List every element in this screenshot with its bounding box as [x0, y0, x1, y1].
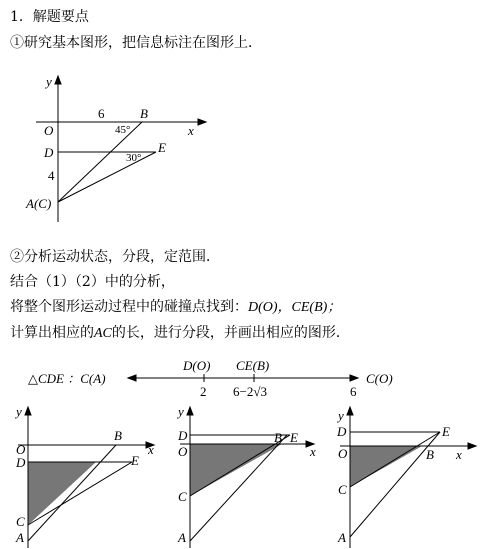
heading: 1．解题要点 [10, 9, 89, 25]
label-y: y [338, 408, 344, 423]
label-D: D [337, 424, 347, 439]
x-arrow [198, 119, 206, 125]
step2-line3-prefix: 将整个图形运动过程中的碰撞点找到： [10, 299, 248, 315]
figure-basic [20, 72, 210, 222]
numberline-right-arrow [350, 375, 358, 381]
step2-line4-math: AC [94, 326, 112, 341]
label-CEB: CE(B) [236, 358, 270, 373]
end-label: C(O) [366, 371, 393, 386]
tick-6-label: 6 [350, 384, 357, 399]
label-C: C [178, 489, 187, 504]
shaded-region [190, 444, 282, 496]
label-x: x [148, 442, 154, 457]
label-O: O [338, 446, 348, 461]
label-B: B [274, 430, 282, 445]
y-arrow [25, 407, 31, 415]
step1-text: ①研究基本图形，把信息标注在图形上． [10, 35, 262, 51]
tick-mid-label: 6−2√3 [233, 384, 267, 399]
label-y: y [16, 404, 22, 419]
x-arrow [468, 443, 476, 449]
label-O: O [44, 123, 54, 138]
label-x: x [310, 444, 316, 459]
label-C: C [338, 482, 347, 497]
y-arrow [187, 407, 193, 415]
label-A: A [16, 530, 24, 545]
label-B: B [426, 447, 434, 462]
label-E: E [442, 424, 450, 439]
label-O: O [16, 442, 26, 457]
numberline-left-arrow [128, 375, 136, 381]
label-y: y [178, 404, 184, 419]
label-O: O [178, 444, 188, 459]
step2-line4-suffix: 的长，进行分段，并画出相应的图形． [111, 325, 350, 341]
label-A: A [338, 530, 346, 545]
step2-line2: 结合（1）（2）中的分析， [10, 274, 175, 290]
step2-line4 [10, 322, 350, 342]
label-B: B [114, 428, 122, 443]
label-x: x [456, 447, 462, 462]
label-D: D [178, 428, 188, 443]
panel-2 [170, 404, 325, 549]
panel-1 [8, 404, 163, 549]
angle-B: 45° [115, 124, 131, 136]
label-E: E [290, 430, 298, 445]
len-AD: 4 [48, 168, 55, 183]
shaded-region [28, 462, 96, 525]
label-E: E [131, 453, 139, 468]
label-E: E [158, 140, 166, 155]
step2-line3-math: D(O)，CE(B)； [248, 300, 342, 315]
numberline-prefix: △CDE ：C(A) [28, 371, 106, 386]
label-C: C [16, 514, 25, 529]
label-DO: D(O) [183, 358, 211, 373]
tick-2-label: 2 [200, 384, 207, 399]
label-AC: A(C) [26, 196, 52, 211]
number-line [28, 356, 468, 402]
label-D: D [16, 455, 26, 470]
y-arrow [55, 76, 61, 84]
step2-text: ②分析运动状态，分段，定范围． [10, 249, 220, 265]
step2-line4-prefix: 计算出相应的 [10, 325, 94, 341]
label-B: B [140, 106, 148, 121]
step2-line3 [10, 296, 341, 316]
angle-E: 30° [126, 152, 142, 164]
y-arrow [347, 407, 353, 415]
label-x: x [188, 123, 194, 138]
label-A: A [178, 530, 186, 545]
panel-3 [330, 404, 490, 549]
len-OB: 6 [98, 106, 105, 121]
label-y: y [46, 74, 52, 89]
label-D: D [44, 145, 54, 160]
